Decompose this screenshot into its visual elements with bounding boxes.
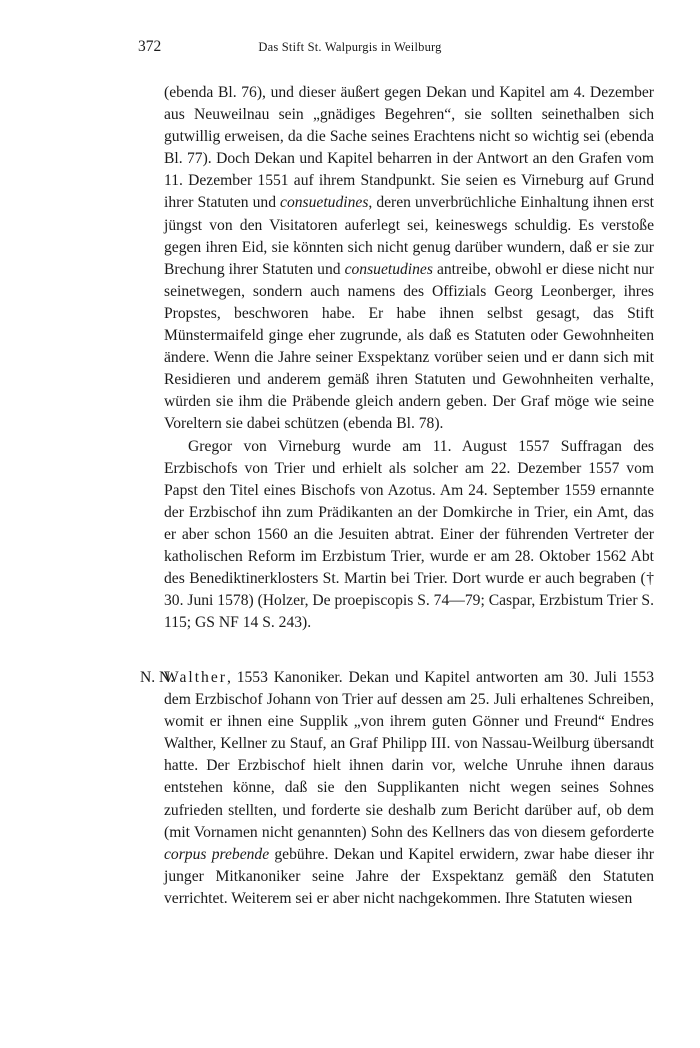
running-title: Das Stift St. Walpurgis in Weilburg [258,40,442,54]
entry-name: Walther [164,669,227,686]
latin-term: consuetudines [280,194,369,212]
paragraph-walther: Walther, 1553 Kanoniker. Dekan und Kapitel antworten am 30. Juli 1553 dem Erzbischof Johann von Trier auf dessen am 25. Juli erhaltenes Schreiben, womit er ihnen eine Supplik „von ihrem guten Gönner und Freund“ Endres Walther, Kellner zu Stauf, an Graf Philipp III. von Nassau-Weilburg übersandt hatte. Der Erzbischof hielt ihnen darin vor, welche Unruhe ihnen daraus entstehen könne, daß sie den Supplikanten nicht wegen seines Sohnes zufrieden stellten, und forderte sie deshalb zum Bericht darüber auf, ob dem (mit Vornamen nicht genannten) Sohn des Kellners das von diesem geforderte corpus prebende gebühre. Dekan und Kapitel erwidern, zwar habe dieser ihr junger Mitkanoniker seine Jahre der Exspektanz gemäß den Statuten verrichtet. Weiterem sei er aber nicht nachgekommen. Ihre Statuten wiesen [164,669,655,907]
paragraph-virneburg-career: Gregor von Virneburg wurde am 11. August 1557 Suffragan des Erzbischofs von Trier und erhielt als solcher am 22. Dezember 1557 vom Papst den Titel eines Bischofs von Azotus. Am 24. September 1559 ernannte der Erzbischof ihn zum Prädikanten an der Domkirche in Trier, ein Amt, das er aber schon 1560 an die Jesuiten abtrat. Einer der führenden Vertreter der katholischen Reform im Erzbistum Trier, wurde er am 28. Oktober 1562 Abt des Benediktinerklosters St. Martin bei Trier. Dort wurde er auch begraben († 30. Juni 1578) (Holzer, De proepiscopis S. 74—79; Caspar, Erzbistum Trier S. 115; GS NF 14 S. 243). [164,437,654,632]
text-block-virneburg [164,82,654,634]
running-header [0,38,700,60]
entry-label: N. N. [140,669,175,686]
paragraph-virneburg-dispute: (ebenda Bl. 76), und dieser äußert gegen Dekan und Kapitel am 4. Dezember aus Neuweilnau sein „gnädiges Begehren“, sie sollten seinethalben sich gutwillig erweisen, da die Sache seines Erachtens nicht so wichtig sei (ebenda Bl. 77). Doch Dekan und Kapitel beharren in der Antwort an den Grafen vom 11. Dezember 1551 auf ihrem Standpunkt. Sie seien es Virneburg auf Grund ihrer Statuten und consuetudines, deren unverbrüchliche Einhaltung ihnen erst jüngst von den Visitatoren auferlegt sei, keineswegs schuldig. Es verstoße gegen ihren Eid, sie könnten sich nicht genug darüber wundern, daß er sie zur Brechung ihrer Statuten und consuetudines antreibe, obwohl er diese nicht nur seinetwegen, sondern auch namens des Offizials Georg Leonberger, ihres Propstes, beschworen habe. Er habe ihnen selbst gesagt, das Stift Münstermaifeld ginge eher zugrunde, als daß es Statuten oder Gewohnheiten ändere. Wenn die Jahre seiner Exspektanz vorüber seien und er dann sich mit Residieren und anderem gemäß ihren Statuten und Gewohnheiten verhalte, würden sie ihm die Präbende gleich andern geben. Der Graf möge wie seine Voreltern sie dabei schützen (ebenda Bl. 78). [164,84,655,433]
entry-walther [140,667,655,910]
page-number: 372 [138,38,162,55]
latin-term: consuetudines [344,260,433,278]
latin-term: corpus prebende [164,845,270,863]
